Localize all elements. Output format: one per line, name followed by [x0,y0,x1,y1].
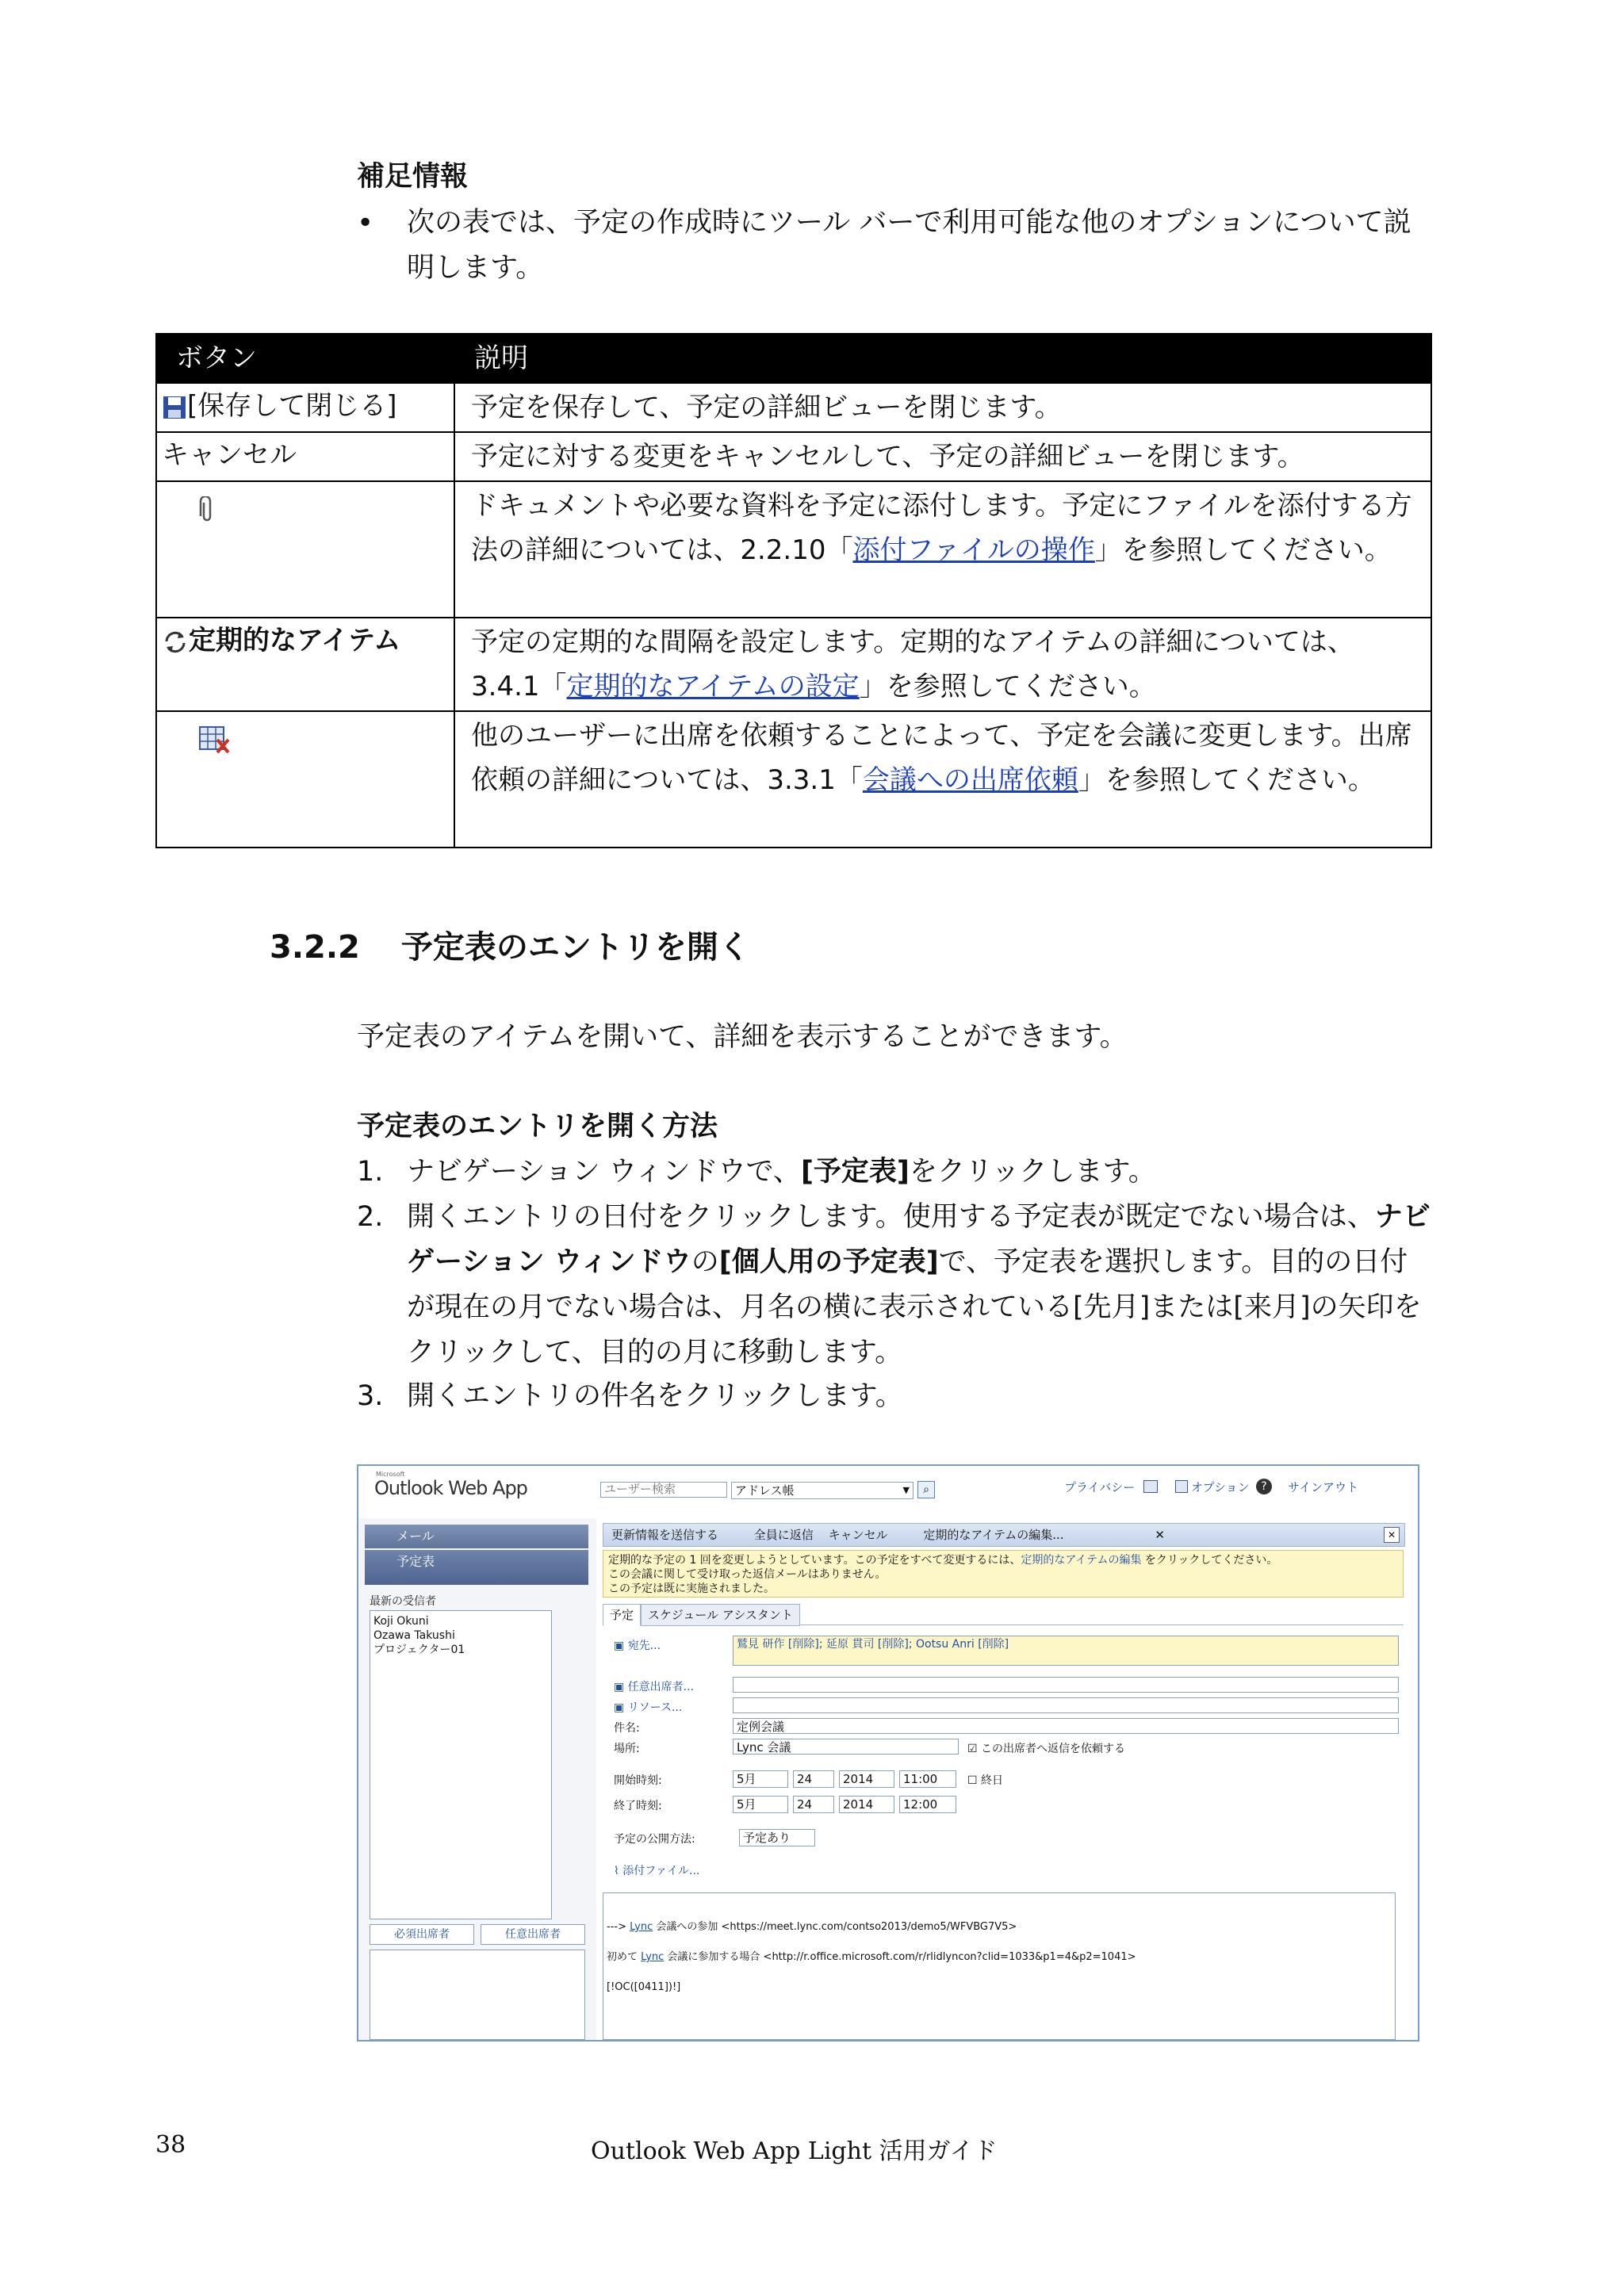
start-year-select[interactable] [839,1770,894,1788]
body-line3: [!OC([0411])!] [607,1981,681,1993]
lync-link-2[interactable]: Lync [641,1951,665,1963]
step-part: の [691,1246,719,1278]
table-cell-description [454,618,1431,711]
owa-toolbar [603,1523,1405,1547]
body-line1-post: 会議への参加 <https://meet.lync.com/contso2013/demo5/WFVBG7V5> [653,1921,1017,1933]
list-item[interactable]: Koji Okuni [373,1615,429,1628]
end-label: 終了時刻: [614,1800,662,1812]
desc-text: 他のユーザーに出席を依頼することによって、予定を会議に変更します。出席依頼の詳細については、3.3.1「 [471,720,1412,796]
message-body[interactable] [603,1892,1396,2040]
required-attendee-button[interactable] [370,1924,474,1945]
search-icon[interactable]: ⌕ [917,1481,935,1498]
to-field[interactable] [733,1636,1399,1666]
edit-recurrence-link[interactable]: 定期的なアイテムの編集 [1021,1554,1142,1567]
list-item[interactable]: Ozawa Takushi [373,1629,455,1642]
step-part: 開くエントリの件名をクリックします。 [407,1380,903,1412]
all-day-label: 終日 [981,1774,1004,1787]
attachment-link[interactable]: 添付ファイルの操作 [852,534,1095,566]
table-row [156,711,1431,848]
start-day: 24 [797,1772,813,1786]
step-part: で、予定表を選択します。目的の日付が現在の月でない場合は、月名の横に表示されている[先月]または[来月]の矢印をクリックして、目的の月に移動します。 [407,1246,1422,1368]
footer-title: Outlook Web App Light 活用ガイド [591,2137,998,2165]
show-as-select[interactable] [739,1829,815,1846]
location-label: 場所: [614,1743,640,1755]
table-cell-description [454,711,1431,848]
step-number: 2. [357,1201,384,1233]
body-line1: ---> [607,1921,630,1933]
owa-header [358,1466,1418,1518]
table-row [156,481,1431,618]
table-cell-description [454,432,1431,481]
end-year-select[interactable] [839,1796,894,1813]
end-year: 2014 [843,1797,874,1812]
location-field[interactable] [733,1739,959,1755]
recent-label: 最新の受信者 [370,1595,436,1608]
desc-text: ドキュメントや必要な資料を予定に添付します。予定にファイルを添付する方法の詳細については、2.2.10「 [471,490,1412,566]
step-text [407,1150,1434,1195]
owa-logo: Outlook Web App [374,1477,527,1499]
end-month-select[interactable] [733,1796,788,1813]
recurrence-label: 定期的なアイテム [189,625,401,656]
meeting-invite-link[interactable]: 会議への出席依頼 [862,764,1078,796]
recurrence-icon [162,629,189,656]
step-text [407,1195,1434,1376]
all-day-checkbox[interactable]: ☐ 終日 [967,1774,1004,1787]
info-bar [603,1550,1404,1598]
tab-scheduling-assistant[interactable] [641,1604,800,1626]
lync-link-1[interactable]: Lync [630,1921,653,1933]
end-month: 5月 [737,1797,756,1812]
nav-mail[interactable] [365,1525,588,1548]
attendee-box[interactable] [370,1950,585,2040]
help-icon[interactable]: ? [1256,1479,1272,1494]
table-cell-button [156,432,454,481]
step-number: 3. [357,1380,384,1412]
end-time-select[interactable] [899,1796,956,1813]
to-button[interactable]: ▣ 宛先... [614,1640,661,1652]
page-number: 38 [155,2131,186,2159]
optional-button[interactable]: ▣ 任意出席者... [614,1681,695,1693]
close-icon[interactable]: ✕ [1155,1528,1165,1542]
desc-text: 予定に対する変更をキャンセルして、予定の詳細ビューを閉じます。 [471,441,1304,473]
step-text [407,1374,1434,1419]
nav-calendar[interactable] [365,1550,588,1585]
cancel-label: キャンセル [162,439,297,471]
logo-microsoft: Microsoft [376,1471,405,1478]
table-cell-description [454,481,1431,618]
start-label: 開始時刻: [614,1774,662,1787]
resources-label: リソース... [627,1701,683,1714]
subject-label: 件名: [614,1722,640,1735]
supplement-heading: 補足情報 [357,161,469,193]
section-title: 予定表のエントリを開く [400,929,750,966]
desc-text: 予定を保存して、予定の詳細ビューを閉じます。 [471,392,1062,423]
optional-field-label: 任意出席者... [627,1681,695,1693]
owa-screenshot [357,1464,1419,2042]
bullet-dot: • [357,207,374,239]
reply-all-button[interactable]: 全員に返信 [753,1528,814,1542]
location-value: Lync 会議 [737,1740,791,1755]
step-part-bold: [予定表] [800,1156,910,1188]
start-day-select[interactable] [793,1770,834,1788]
step-part-bold: ナビゲーション ウィンドウ [407,1201,1431,1278]
info-line1: 定期的な予定の 1 回を変更しようとしています。この予定をすべて変更するには、 [608,1554,1021,1567]
subject-value: 定例会議 [737,1720,785,1734]
section-intro: 予定表のアイテムを開いて、詳細を表示することができます。 [357,1021,1128,1053]
step-part-bold: [個人用の予定表] [718,1246,939,1278]
request-response-checkbox[interactable]: ☑ この出席者へ返信を依頼する [967,1743,1126,1755]
table-cell-description [454,383,1431,432]
save-icon [162,395,187,420]
invite-attendees-icon [198,725,230,754]
info-line3: この予定は既に実施されました。 [608,1582,775,1595]
table-row [156,383,1431,432]
optional-field[interactable] [733,1677,1399,1693]
show-as-value: 予定あり [743,1831,791,1845]
end-day-select[interactable] [793,1796,834,1813]
table-cell-button [156,481,454,618]
user-search-input[interactable] [600,1482,727,1498]
info-line1-post: をクリックしてください。 [1141,1554,1278,1567]
start-month: 5月 [737,1772,756,1786]
end-time: 12:00 [903,1797,938,1812]
address-book-select[interactable]: アドレス帳 ▼ [731,1482,914,1499]
list-item[interactable]: プロジェクター01 [373,1644,465,1656]
save-close-label: [保存して閉じる] [187,390,397,422]
recipients-list[interactable] [370,1610,552,1919]
paperclip-icon [198,496,216,523]
toolbar-cancel-button[interactable]: キャンセル [828,1528,888,1542]
step-part: ナビゲーション ウィンドウで、 [407,1156,801,1188]
start-time-select[interactable] [899,1770,956,1788]
step-number: 1. [357,1156,384,1188]
desc-text: 予定の定期的な間隔を設定します。定期的なアイテムの詳細については、3.4.1「 [471,626,1354,702]
optional-attendee-button[interactable] [481,1924,585,1945]
address-book-value: アドレス帳 [735,1483,795,1498]
desc-text: 」を参照してください。 [1078,764,1375,796]
form-area [603,1601,1404,2040]
request-response-label: この出席者へ返信を依頼する [981,1743,1126,1755]
table-row [156,432,1431,481]
desc-text: 」を参照してください。 [859,671,1156,702]
section-number: 3.2.2 [270,929,360,966]
options-link[interactable]: オプション [1191,1480,1250,1494]
button-table [155,333,1432,848]
attach-files-link[interactable]: ⌇ 添付ファイル... [614,1865,700,1877]
owa-sidebar [358,1518,596,2040]
tab-appointment[interactable] [603,1604,641,1626]
options-icon [1175,1480,1188,1493]
howto-heading: 予定表のエントリを開く方法 [357,1111,718,1142]
table-row [156,618,1431,711]
to-label: 宛先... [627,1640,661,1652]
tab-label: 予定 [610,1608,634,1622]
table-cell-button [156,711,454,848]
send-update-button[interactable]: 更新情報を送信する [611,1528,719,1542]
tab-label: スケジュール アシスタント [648,1608,793,1622]
optional-label: 任意出席者 [505,1928,561,1941]
owa-main [603,1518,1411,2040]
body-line2-post: 会議に参加する場合 <http://r.office.microsoft.com/r/rlidlyncon?clid=1033&p1=4&p2=1041> [664,1951,1136,1963]
table-cell-button [156,618,454,711]
calendar-label: 予定表 [396,1554,435,1569]
attach-label: 添付ファイル... [622,1865,700,1877]
privacy-link[interactable]: プライバシー [1064,1480,1136,1494]
signout-link[interactable]: サインアウト [1288,1480,1358,1494]
end-day: 24 [797,1797,813,1812]
start-year: 2014 [843,1772,874,1786]
table-header-button: ボタン [156,334,454,383]
info-line2: この会議に関して受け取った返信メールはありません。 [608,1568,887,1581]
supplement-bullet: 次の表では、予定の作成時にツール バーで利用可能な他のオプションについて説明します。 [407,207,1411,284]
step-part: をクリックします。 [909,1156,1156,1188]
step-part: 開くエントリの日付をクリックします。使用する予定表が既定でない場合は、 [407,1201,1375,1233]
resources-field[interactable] [733,1697,1399,1713]
desc-text: 」を参照してください。 [1094,534,1392,566]
section-heading [270,924,750,971]
table-header-description: 説明 [454,334,1431,383]
required-label: 必須出席者 [394,1928,450,1941]
recurrence-link[interactable]: 定期的なアイテムの設定 [566,671,860,702]
mail-label: メール [396,1529,435,1544]
resources-button[interactable]: ▣ リソース... [614,1701,683,1714]
close-window-icon[interactable]: ✕ [1384,1527,1400,1543]
table-header-row [156,334,1431,383]
address-book-icon[interactable] [1143,1480,1158,1493]
show-as-label: 予定の公開方法: [614,1833,695,1846]
edit-recurrence-button[interactable]: 定期的なアイテムの編集... [923,1528,1064,1542]
start-time: 11:00 [903,1772,938,1786]
start-month-select[interactable] [733,1770,788,1788]
to-value: 鷲見 研作 [削除]; 延原 貫司 [削除]; Ootsu Anri [削除] [737,1638,1009,1651]
table-cell-button [156,383,454,432]
body-line2: 初めて [607,1951,642,1963]
subject-field[interactable] [733,1718,1399,1734]
